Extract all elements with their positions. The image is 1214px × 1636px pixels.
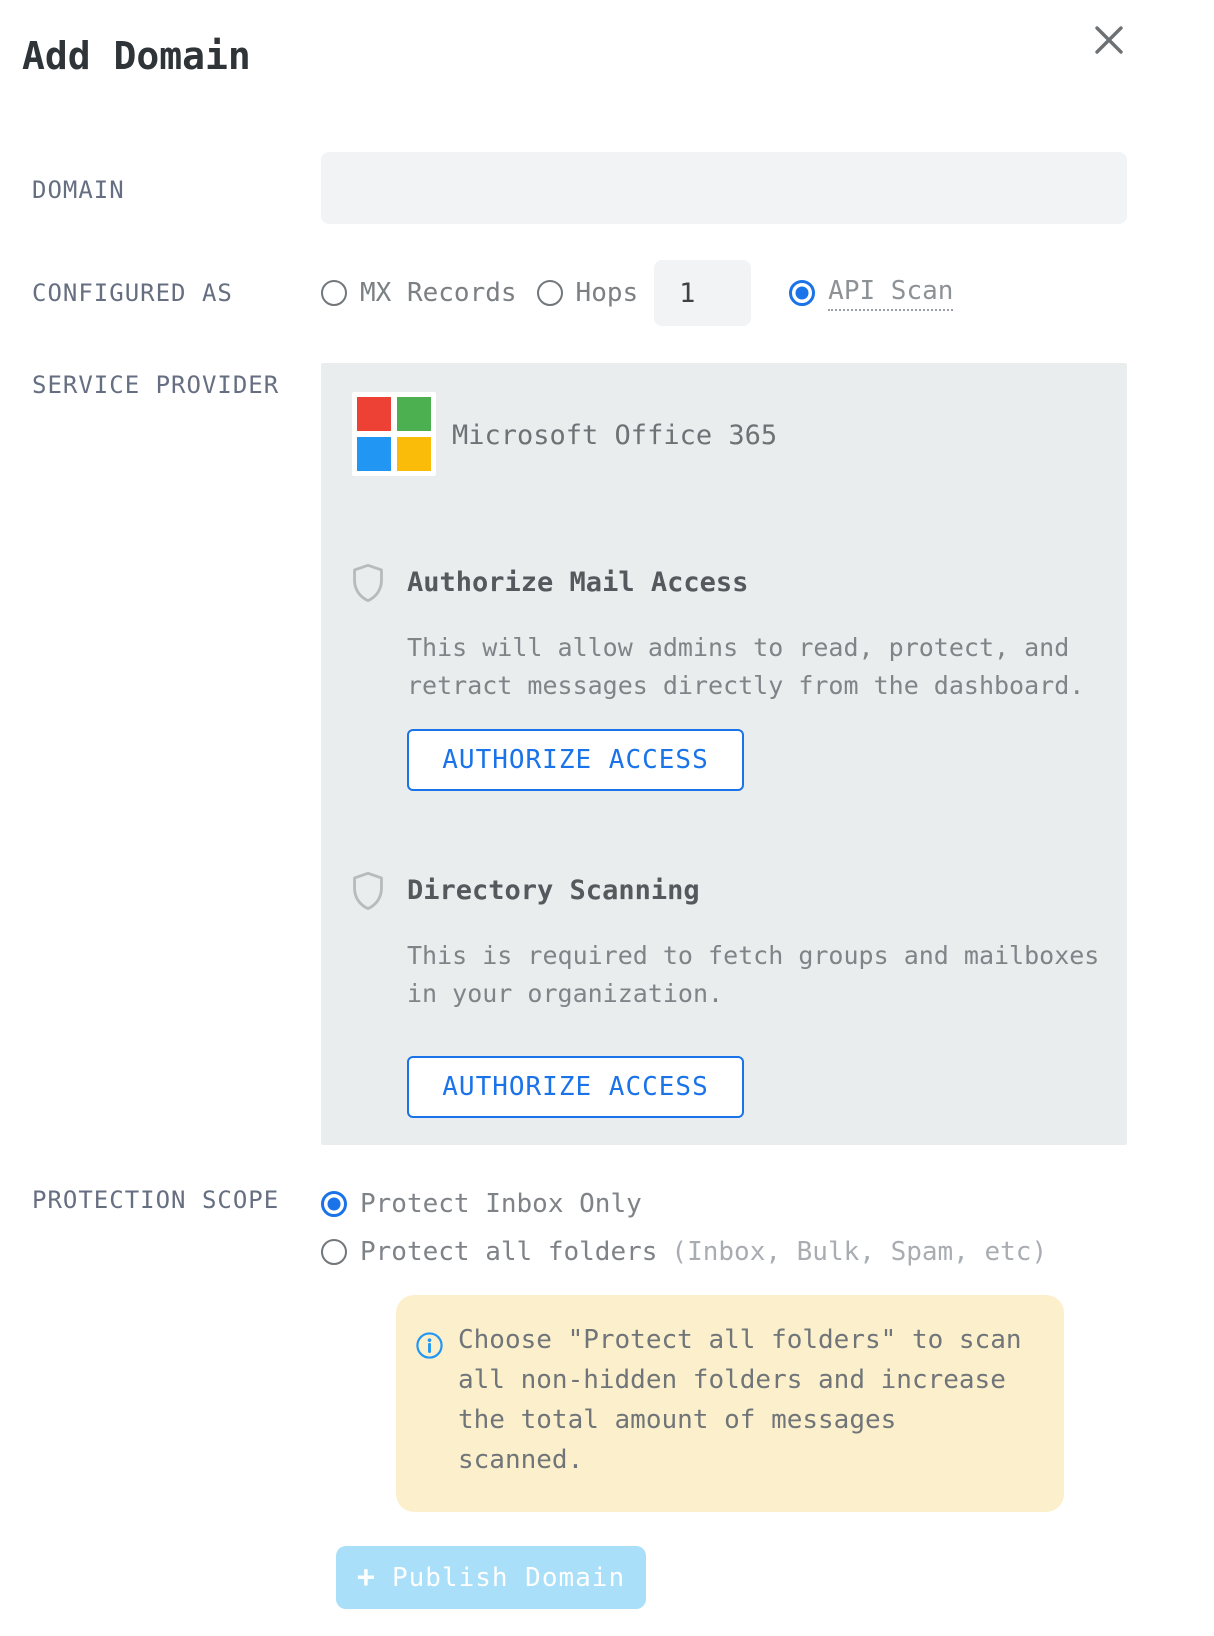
shield-icon: [351, 871, 385, 911]
info-note-line: Choose "Protect all folders" to scan: [458, 1325, 1022, 1355]
radio-mx-records-label[interactable]: MX Records: [360, 278, 517, 308]
info-note: [396, 1295, 1064, 1512]
shield-icon: [351, 563, 385, 603]
configured-as-group: [321, 260, 953, 326]
info-icon: [415, 1331, 444, 1360]
radio-hops[interactable]: [537, 280, 563, 306]
microsoft-logo-icon: [352, 392, 436, 476]
radio-api-scan[interactable]: [789, 280, 815, 306]
info-note-line: the total amount of messages: [458, 1405, 897, 1435]
microsoft-logo-yellow-square: [397, 437, 431, 471]
authorize-mail-access-title: Authorize Mail Access: [407, 567, 749, 598]
radio-protect-inbox-only[interactable]: [321, 1191, 347, 1217]
domain-input[interactable]: [321, 152, 1127, 224]
description-line: This will allow admins to read, protect, and: [407, 633, 1070, 662]
protect-all-folders-option: [321, 1236, 1047, 1268]
close-icon[interactable]: [1089, 20, 1129, 60]
radio-protect-all-folders[interactable]: [321, 1239, 347, 1265]
radio-hops-label[interactable]: Hops: [575, 278, 639, 308]
authorize-mail-access-description: [407, 629, 1084, 705]
service-provider-label: SERVICE PROVIDER: [32, 371, 280, 399]
info-note-text: [458, 1320, 1022, 1480]
protect-inbox-only-option: [321, 1188, 642, 1220]
provider-name: Microsoft Office 365: [452, 420, 778, 451]
info-note-line: all non-hidden folders and increase: [458, 1365, 1006, 1395]
page-title: Add Domain: [22, 34, 251, 78]
radio-api-scan-label[interactable]: API Scan: [828, 276, 953, 311]
hops-count-input[interactable]: [654, 260, 751, 326]
domain-label: DOMAIN: [32, 176, 125, 204]
radio-protect-inbox-only-label[interactable]: Protect Inbox Only: [360, 1189, 642, 1219]
directory-scanning-description: [407, 937, 1099, 1013]
description-line: in your organization.: [407, 979, 724, 1008]
description-line: This is required to fetch groups and mailboxes: [407, 941, 1100, 970]
service-provider-panel: [321, 363, 1127, 1145]
publish-domain-button[interactable]: [336, 1546, 646, 1609]
microsoft-logo-green-square: [397, 397, 431, 431]
radio-mx-records[interactable]: [321, 280, 347, 306]
directory-scanning-authorize-button[interactable]: AUTHORIZE ACCESS: [407, 1056, 744, 1118]
microsoft-logo-blue-square: [357, 437, 391, 471]
info-note-line: scanned.: [458, 1445, 584, 1475]
publish-domain-button-label: Publish Domain: [391, 1562, 626, 1593]
protection-scope-label: PROTECTION SCOPE: [32, 1186, 280, 1214]
directory-scanning-title: Directory Scanning: [407, 875, 700, 906]
radio-protect-all-folders-label[interactable]: Protect all folders: [360, 1237, 658, 1267]
authorize-mail-access-button[interactable]: AUTHORIZE ACCESS: [407, 729, 744, 791]
microsoft-logo-red-square: [357, 397, 391, 431]
protect-all-folders-suffix: (Inbox, Bulk, Spam, etc): [671, 1237, 1048, 1267]
configured-as-label: CONFIGURED AS: [32, 279, 233, 307]
description-line: retract messages directly from the dashboard.: [407, 671, 1085, 700]
plus-icon: +: [356, 1559, 376, 1595]
